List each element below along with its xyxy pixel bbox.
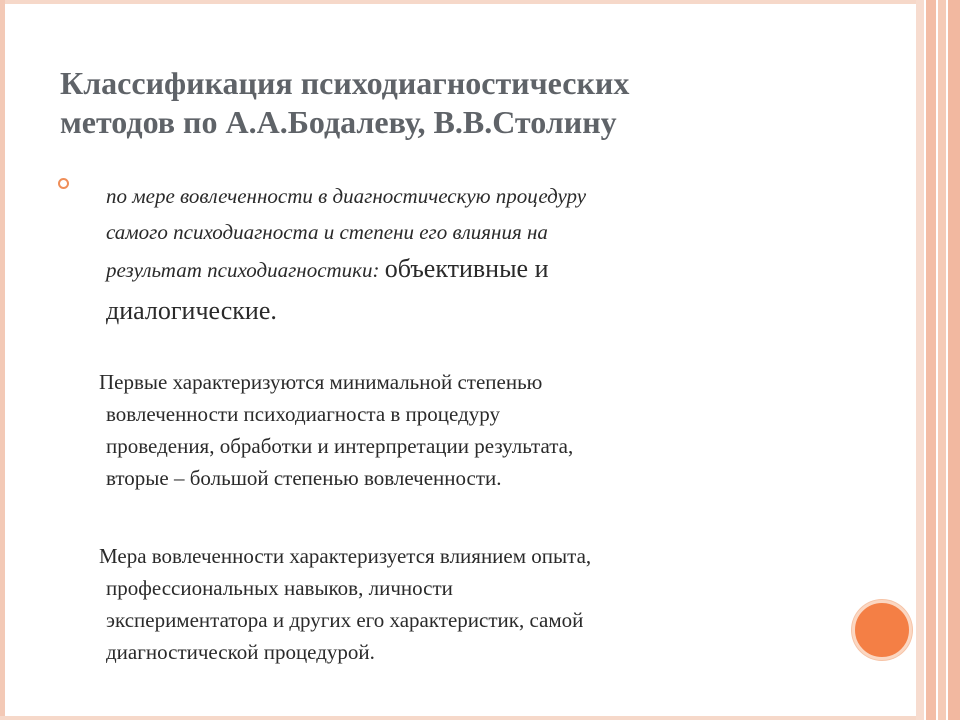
bullet-line-2: самого психодиагноста и степени его влияния на [106, 220, 548, 244]
paragraph-2 [99, 366, 846, 494]
bullet-circle-icon [58, 178, 69, 189]
paragraph-3-line-1: Мера вовлеченности характеризуется влиянием опыта, [99, 544, 592, 568]
paragraph-2-line-3: проведения, обработки и интерпретации результата, [106, 434, 574, 458]
bullet-paragraph [106, 178, 826, 330]
right-decorative-stripes [916, 0, 960, 720]
slide-title [60, 64, 860, 142]
paragraph-2-line-1-text: Первые характеризуются минимальной степенью [99, 370, 543, 394]
bullet-line-3 [106, 250, 826, 292]
paragraph-3-line-2: профессиональных навыков, личности [106, 576, 453, 600]
paragraph-2-line-1 [99, 366, 839, 398]
bullet-line-3-regular: объективные и [384, 254, 549, 283]
bullet-line-3-italic: результат психодиагностики: [106, 258, 385, 282]
paragraph-2-line-2: вовлеченности психодиагноста в процедуру [106, 402, 500, 426]
title-line-1: Классификация психодиагностических [60, 65, 630, 101]
paragraph-3 [99, 540, 846, 668]
paragraph-3-line-3: экспериментатора и других его характеристик, самой [106, 608, 584, 632]
decorative-orange-circle [852, 600, 912, 660]
left-border [0, 0, 5, 720]
bottom-border [0, 716, 960, 720]
title-line-2: методов по А.А.Бодалеву, В.В.Столину [60, 104, 617, 140]
bullet-line-1: по мере вовлеченности в диагностическую процедуру [106, 184, 587, 208]
paragraph-2-line-4: вторые – большой степенью вовлеченности. [106, 466, 502, 490]
bullet-line-4: диалогические. [106, 296, 277, 325]
paragraph-3-line-4: диагностической процедурой. [106, 640, 375, 664]
top-border [0, 0, 960, 4]
